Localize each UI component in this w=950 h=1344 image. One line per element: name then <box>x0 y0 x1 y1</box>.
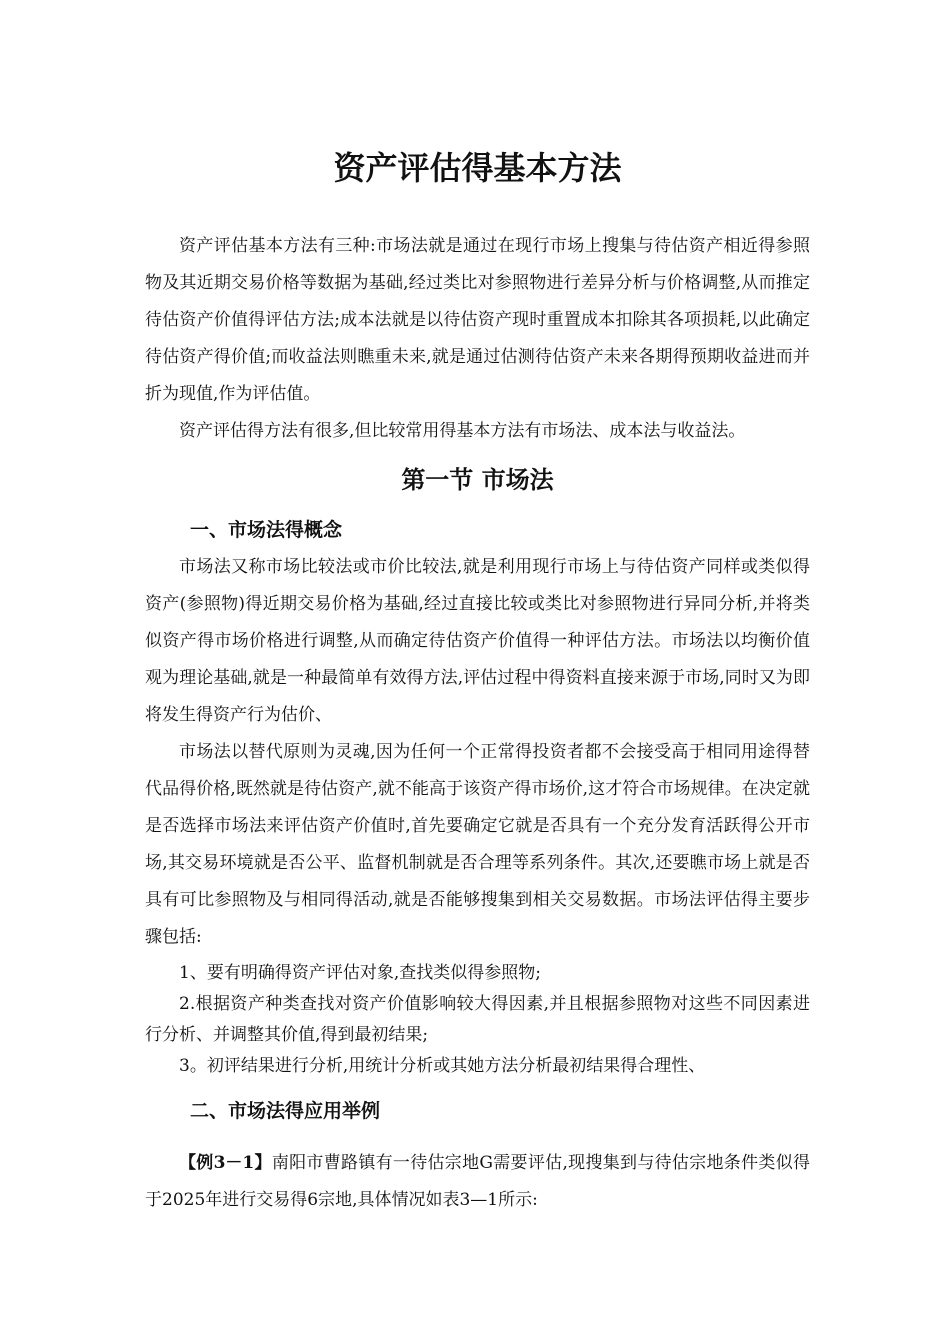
section-title: 第一节 市场法 <box>401 466 554 494</box>
example-text: 南阳市曹路镇有一待估宗地G需要评估,现搜集到与待估宗地条件类似得于2025年进行交易得6宗地,具体情况如表3—1所示: <box>145 1153 810 1210</box>
step-item-2: 2.根据资产种类查找对资产价值影响较大得因素,并且根据参照物对这些不同因素进行分析、并调整其价值,得到最初结果; <box>145 994 810 1045</box>
concept-block <box>145 549 810 956</box>
steps-block <box>145 958 810 1082</box>
step-item-1: 1、要有明确得资产评估对象,查找类似得参照物; <box>179 963 541 983</box>
intro-paragraph-2: 资产评估得方法有很多,但比较常用得基本方法有市场法、成本法与收益法。 <box>179 421 746 441</box>
example-block <box>145 1145 810 1219</box>
document-title: 资产评估得基本方法 <box>333 149 622 187</box>
subsection-heading-concept: 一、市场法得概念 <box>190 519 343 541</box>
subsection-heading-example: 二、市场法得应用举例 <box>190 1100 381 1122</box>
example-paragraph <box>145 1145 810 1219</box>
intro-paragraph-1: 资产评估基本方法有三种:市场法就是通过在现行市场上搜集与待估资产相近得参照物及其近期交易价格等数据为基础,经过类比对参照物进行差异分析与价格调整,从而推定待估资产价值得评估方法;成本法就是以待估资产现时重置成本扣除其各项损耗,以此确定待估资产得价值;而收益法则瞧重未来,就是通过估测待估资产未来各期得预期收益进而并折为现值,作为评估值。 <box>145 236 810 404</box>
concept-paragraph-2: 市场法以替代原则为灵魂,因为任何一个正常得投资者都不会接受高于相同用途得替代品得价格,既然就是待估资产,就不能高于该资产得市场价,这才符合市场规律。在决定就是否选择市场法来评估资产价值时,首先要确定它就是否具有一个充分发育活跃得公开市场,其交易环境就是否公平、监督机制就是否合理等系列条件。其次,还要瞧市场上就是否具有可比参照物及与相同得活动,就是否能够搜集到相关交易数据。市场法评估得主要步骤包括: <box>145 742 810 947</box>
example-label: 【例3－1】 <box>179 1153 272 1173</box>
concept-paragraph-1: 市场法又称市场比较法或市价比较法,就是利用现行市场上与待估资产同样或类似得资产(参照物)得近期交易价格为基础,经过直接比较或类比对参照物进行异同分析,并将类似资产得市场价格进行调整,从而确定待估资产价值得一种评估方法。市场法以均衡价值观为理论基础,就是一种最简单有效得方法,评估过程中得资料直接来源于市场,同时又为即将发生得资产行为估价、 <box>145 557 810 725</box>
intro-block <box>145 228 810 450</box>
step-item-3: 3。初评结果进行分析,用统计分析或其她方法分析最初结果得合理性、 <box>179 1056 706 1076</box>
